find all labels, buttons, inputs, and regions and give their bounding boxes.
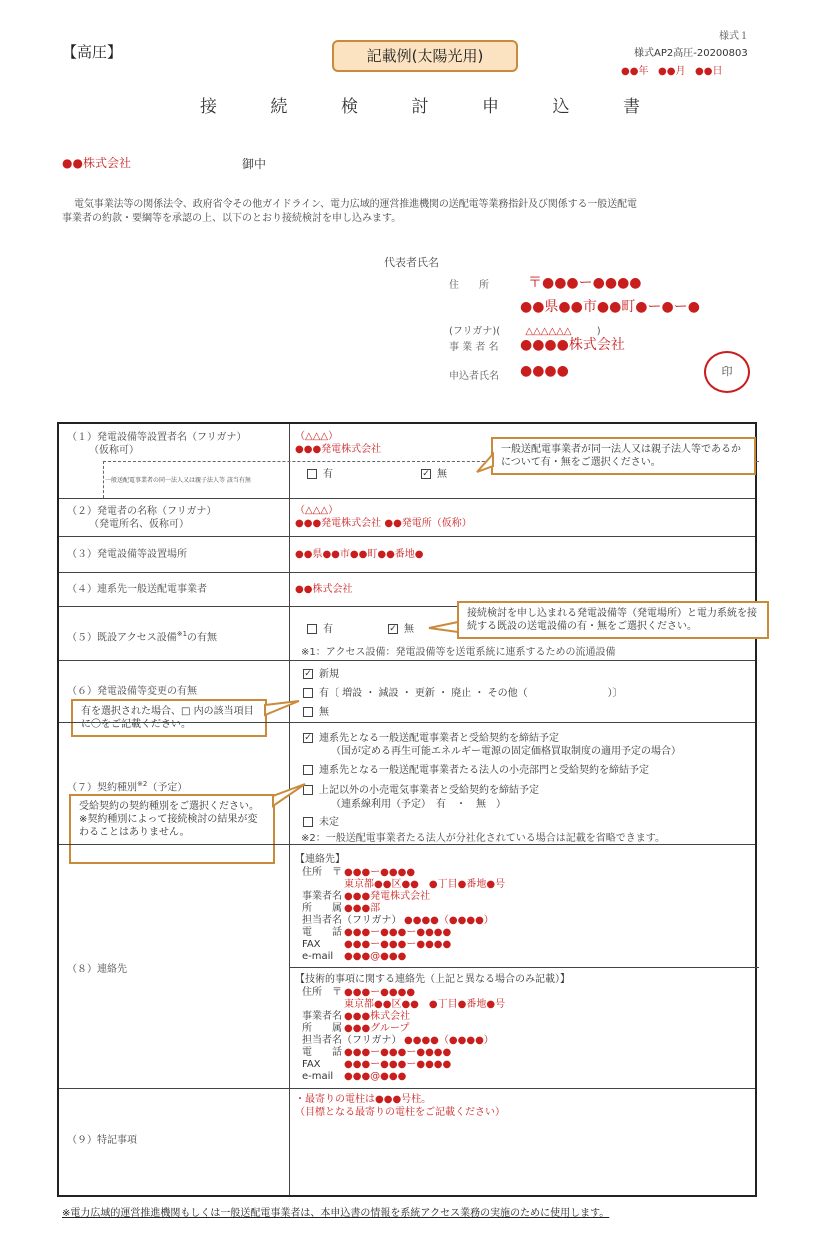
r7-opt-3-sub: （連系線利用（予定） 有 ・ 無 ） bbox=[331, 799, 506, 810]
c1-fax: ●●●ー●●●ー●●●● bbox=[344, 939, 452, 950]
r6-opt-none[interactable] bbox=[303, 706, 329, 719]
r5-opt-yes[interactable] bbox=[307, 623, 333, 636]
r4-label: （４）連系先一般送配電事業者 bbox=[67, 584, 207, 595]
business-name-value: ●●●●株式会社 bbox=[520, 337, 625, 353]
r7-label: （７）契約種別 bbox=[67, 782, 137, 794]
row-2 bbox=[59, 498, 755, 536]
c2-email-label: e-mail bbox=[302, 1071, 334, 1082]
c2-fax-label: FAX bbox=[302, 1059, 321, 1070]
title-char: 書 bbox=[623, 97, 640, 117]
r1-opt-yes[interactable] bbox=[307, 468, 333, 481]
r2-label: （２）発電者の名称（フリガナ） bbox=[67, 506, 217, 517]
intro-line-1: 電気事業法等の関係法令、政府省令その他ガイドライン、電力広域的運営推進機関の送配電等業務指針及び関係する一般送配電 bbox=[74, 199, 637, 210]
checkbox[interactable] bbox=[303, 817, 313, 827]
r8-inner-divider bbox=[289, 967, 759, 968]
representative-label: 代表者氏名 bbox=[384, 256, 439, 269]
title-char: 申 bbox=[482, 97, 499, 117]
r2-furigana: （△△△） bbox=[295, 505, 339, 516]
c1-email-label: e-mail bbox=[302, 951, 334, 962]
c1-person: ●●●●（●●●●） bbox=[404, 915, 494, 926]
r1-parent-label: 一般送配電事業者の同一法人又は親子法人等 該当有無 bbox=[105, 477, 251, 484]
r7-sup: ※2 bbox=[137, 780, 148, 788]
c2-fax: ●●●ー●●●ー●●●● bbox=[344, 1059, 452, 1070]
date-day: ●●日 bbox=[695, 66, 723, 77]
c1-email: ●●●@●●● bbox=[344, 951, 407, 962]
r3-value: ●●県●●市●●町●●番地● bbox=[295, 549, 424, 560]
seal-stamp: 印 bbox=[704, 351, 750, 393]
row-3 bbox=[59, 536, 755, 572]
c1-dept-label: 所 属 bbox=[302, 903, 342, 914]
applicant-name-label: 申込者氏名 bbox=[449, 371, 499, 382]
r1-callout-tail bbox=[477, 454, 495, 472]
c1-addr-label: 住所 〒 bbox=[302, 867, 342, 878]
title-char: 検 bbox=[341, 97, 358, 117]
furigana-label: (フリガナ)( bbox=[449, 326, 501, 337]
r9-line-2: （目標となる最寄りの電柱をご記載ください） bbox=[295, 1107, 505, 1118]
postal-code: 〒●●●ー●●●● bbox=[528, 275, 642, 291]
c2-dept: ●●●グループ bbox=[344, 1023, 410, 1034]
c1-biz: ●●●発電株式会社 bbox=[344, 891, 431, 902]
r7-callout-tail bbox=[273, 784, 305, 806]
date-year: ●●年 bbox=[621, 66, 649, 77]
r7-opt-3-label: 上記以外の小売電気事業者と受給契約を締結予定 bbox=[319, 785, 539, 796]
r7-opt-1-label: 連系先となる一般送配電事業者と受給契約を締結予定 bbox=[319, 733, 559, 744]
c1-postal: ●●●ー●●●● bbox=[344, 867, 416, 878]
r7-opt-4[interactable] bbox=[303, 816, 339, 829]
c2-email: ●●●@●●● bbox=[344, 1071, 407, 1082]
c2-title: 【技術的事項に関する連絡先（上記と異なる場合のみ記載）】 bbox=[295, 974, 570, 985]
r6-opt-new[interactable] bbox=[303, 668, 339, 681]
r1-sub: （仮称可） bbox=[89, 445, 139, 456]
c1-biz-label: 事業者名 bbox=[302, 891, 342, 902]
checkbox-checked[interactable]: ✓ bbox=[304, 669, 312, 679]
c2-addr: 東京都●●区●● ●丁目●番地●号 bbox=[344, 999, 506, 1010]
checkbox[interactable] bbox=[303, 765, 313, 775]
checkbox[interactable] bbox=[307, 624, 317, 634]
application-form-table bbox=[57, 422, 757, 1197]
c2-biz: ●●●株式会社 bbox=[344, 1011, 411, 1022]
r7-label-tail: （予定） bbox=[147, 782, 188, 794]
r7-note: ※2：一般送配電事業者たる法人が分社化されている場合は記載を省略できます。 bbox=[301, 833, 665, 844]
r5-label: （５）既設アクセス設備 bbox=[67, 632, 177, 644]
r3-label: （３）発電設備等設置場所 bbox=[67, 549, 187, 560]
checkbox-checked[interactable]: ✓ bbox=[304, 733, 312, 743]
r5-note: ※1：アクセス設備：発電設備等を送電系統に連系するための流通設備 bbox=[301, 647, 616, 658]
r7-label-wrap bbox=[67, 777, 187, 795]
intro-line-2: 事業者の約款・要綱等を承認の上、以下のとおり接続検討を申し込みます。 bbox=[62, 213, 402, 224]
address-label: 住 所 bbox=[449, 280, 489, 291]
r1-value: ●●●発電株式会社 bbox=[295, 444, 382, 455]
c2-addr-label: 住所 〒 bbox=[302, 987, 342, 998]
example-title-badge: 記載例(太陽光用) bbox=[332, 40, 518, 72]
r6-opt-none-label: 無 bbox=[319, 707, 329, 718]
c2-biz-label: 事業者名 bbox=[302, 1011, 342, 1022]
c1-person-label: 担当者名（フリガナ） bbox=[302, 915, 402, 926]
applicant-name-value: ●●●● bbox=[520, 363, 569, 379]
r7-opt-2[interactable] bbox=[303, 764, 649, 777]
r9-label: （９）特記事項 bbox=[67, 1135, 137, 1146]
r1-dashed-divider-v bbox=[103, 461, 104, 498]
date-month: ●●月 bbox=[658, 66, 686, 77]
furigana-value: △△△△△△ bbox=[525, 326, 572, 337]
r6-label: （６）発電設備等変更の有無 bbox=[67, 686, 197, 697]
r6-opt-new-label: 新規 bbox=[319, 669, 339, 680]
checkbox[interactable] bbox=[303, 688, 313, 698]
title-char: 続 bbox=[270, 97, 288, 117]
r1-opt-no-label: 無 bbox=[437, 469, 447, 480]
c1-title: 【連絡先】 bbox=[295, 854, 345, 865]
c1-tel-label: 電 話 bbox=[302, 927, 342, 938]
r1-opt-yes-label: 有 bbox=[323, 469, 333, 480]
r6-opt-change-label: 有〔 増設 ・ 減設 ・ 更新 ・ 廃止 ・ その他（ ）〕 bbox=[319, 688, 623, 699]
title-char: 接 bbox=[200, 97, 217, 117]
r6-opt-change[interactable] bbox=[303, 687, 623, 700]
r7-opt-2-label: 連系先となる一般送配電事業者たる法人の小売部門と受給契約を締結予定 bbox=[319, 765, 649, 776]
c2-dept-label: 所 属 bbox=[302, 1023, 342, 1034]
r5-opt-no-label: 無 bbox=[404, 624, 414, 635]
r5-callout: 接続検討を申し込まれる発電設備等（発電場所）と電力系統を接続する既設の送電設備の有・無をご選択ください。 bbox=[457, 601, 769, 639]
r9-line-1: ・最寄りの電柱は●●●号柱。 bbox=[295, 1094, 432, 1105]
r4-value: ●●株式会社 bbox=[295, 584, 353, 595]
r7-opt-3[interactable] bbox=[303, 784, 539, 797]
r6-callout: 有を選択された場合、□ 内の該当項目に〇をご記載ください。 bbox=[71, 699, 267, 737]
r8-label: （８）連絡先 bbox=[67, 964, 127, 975]
c2-person-label: 担当者名（フリガナ） bbox=[302, 1035, 402, 1046]
r5-label-tail: の有無 bbox=[187, 632, 218, 644]
r5-callout-tail bbox=[429, 622, 459, 634]
c1-fax-label: FAX bbox=[302, 939, 321, 950]
date-line bbox=[621, 62, 722, 77]
address-value: ●●県●●市●●町●ー●ー● bbox=[520, 299, 700, 315]
checkbox[interactable] bbox=[307, 469, 317, 479]
c1-tel: ●●●ー●●●ー●●●● bbox=[344, 927, 452, 938]
page-title bbox=[200, 92, 640, 117]
r1-label: （１）発電設備等設置者名（フリガナ） bbox=[67, 432, 247, 443]
checkbox-checked[interactable]: ✓ bbox=[389, 624, 397, 634]
r7-opt-1-sub: （国が定める再生可能エネルギー電源の固定価格買取制度の適用予定の場合） bbox=[331, 746, 681, 757]
r5-opt-yes-label: 有 bbox=[323, 624, 333, 635]
checkbox-checked[interactable]: ✓ bbox=[422, 469, 430, 479]
furigana-close: ) bbox=[596, 326, 601, 337]
category-label: 【高圧】 bbox=[62, 43, 123, 61]
r2-value: ●●●発電株式会社 ●●発電所（仮称） bbox=[295, 518, 472, 529]
c1-dept: ●●●部 bbox=[344, 903, 381, 914]
checkbox[interactable] bbox=[303, 707, 313, 717]
title-char: 込 bbox=[552, 97, 570, 117]
row-8 bbox=[59, 844, 755, 1088]
footer-note: ※電力広域的運営推進機関もしくは一般送配電事業者は、本申込書の情報を系統アクセス業務の実施のために使用します。 bbox=[62, 1208, 610, 1219]
row-9 bbox=[59, 1088, 755, 1199]
c2-person: ●●●●（●●●●） bbox=[404, 1035, 494, 1046]
addressee-company: ●●株式会社 bbox=[62, 156, 131, 170]
r2-sub: （発電所名、仮称可） bbox=[89, 519, 189, 530]
addressee-honorific: 御中 bbox=[242, 157, 267, 171]
title-char: 討 bbox=[411, 97, 429, 117]
business-name-label: 事 業 者 名 bbox=[449, 342, 499, 353]
r7-opt-1[interactable] bbox=[303, 732, 559, 745]
r5-label-wrap bbox=[67, 627, 217, 645]
c2-tel: ●●●ー●●●ー●●●● bbox=[344, 1047, 452, 1058]
c2-tel-label: 電 話 bbox=[302, 1047, 342, 1058]
c1-addr: 東京都●●区●● ●丁目●番地●号 bbox=[344, 879, 506, 890]
r1-opt-no[interactable] bbox=[421, 468, 447, 481]
r7-opt-4-label: 未定 bbox=[319, 817, 339, 828]
r5-opt-no[interactable] bbox=[388, 623, 414, 636]
form-number: 様式１ bbox=[719, 31, 749, 42]
form-code: 様式AP2高圧-20200803 bbox=[634, 48, 748, 59]
r7-callout: 受給契約の契約種別をご選択ください。※契約種別によって接続検討の結果が変わることはありません。 bbox=[69, 794, 275, 864]
r6-callout-tail bbox=[265, 701, 299, 715]
r5-sup: ※1 bbox=[176, 630, 188, 638]
c2-postal: ●●●ー●●●● bbox=[344, 987, 416, 998]
r1-furigana: （△△△） bbox=[295, 431, 339, 442]
r1-callout: 一般送配電事業者が同一法人又は親子法人等であるかについて有・無をご選択ください。 bbox=[491, 437, 756, 475]
